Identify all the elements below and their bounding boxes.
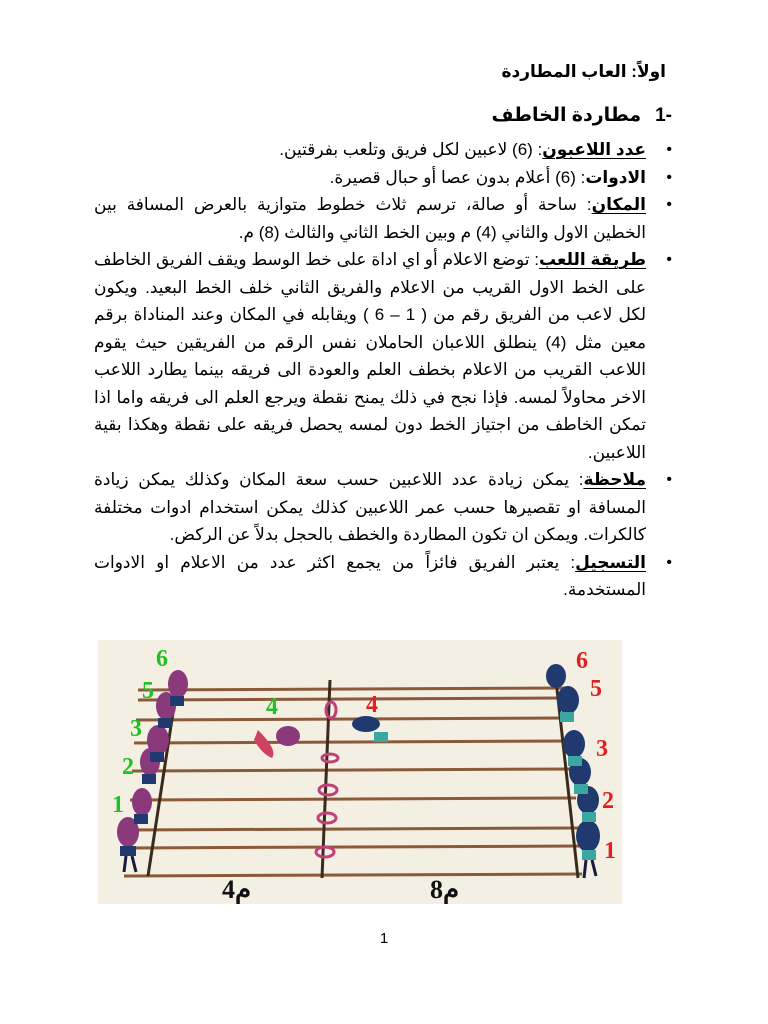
left-number-3: 3 (130, 716, 142, 742)
list-item (94, 246, 646, 466)
item-text: : (6) لاعبين لكل فريق وتلعب بفرقتين. (279, 140, 543, 159)
item-text: : (6) أعلام بدون عصا أو حبال قصيرة. (329, 167, 586, 187)
left-number-5: 5 (142, 678, 154, 704)
distance-label-4m: 4م (222, 875, 252, 904)
item-label: طريقة اللعب (538, 250, 647, 269)
item-text: : ساحة أو صالة، ترسم ثلاث خطوط متوازية بالعرض المسافة بين الخطين الاول والثاني (4) م وبين الخط الثاني والثالث (8) م. (94, 195, 646, 242)
list-item (94, 136, 646, 164)
right-number-6: 6 (576, 648, 588, 674)
right-number-5: 5 (590, 676, 602, 702)
left-number-4: 4 (266, 694, 278, 720)
right-number-4: 4 (366, 692, 378, 718)
right-number-3: 3 (596, 736, 608, 762)
section-title: مطاردة الخاطف (491, 105, 642, 126)
list-item (94, 466, 646, 549)
distance-label-8m: 8م (430, 875, 460, 904)
item-label: المكان (591, 195, 646, 214)
list-item (94, 549, 646, 604)
rules-list (94, 136, 672, 604)
list-item (94, 164, 646, 192)
item-label: التسجيل (575, 552, 646, 572)
left-number-1: 1 (112, 792, 124, 818)
section-heading (492, 104, 673, 127)
item-label: الادوات (585, 167, 646, 187)
page-title: اولاً: العاب المطاردة (501, 62, 666, 81)
page-number: 1 (379, 930, 389, 947)
left-number-2: 2 (122, 754, 134, 780)
right-number-1: 1 (604, 838, 616, 864)
item-label: عدد اللاعبون (542, 140, 646, 159)
game-field-illustration (98, 640, 622, 904)
item-text: : توضع الاعلام أو اي اداة على خط الوسط ويقف الفريق الخاطف على الخط الاول القريب من الاعلام والفريق الثاني خلف الخط البعيد. ويكون لكل لاعب من الفريق رقم من ( 1 – 6 ) ويقابله في المكان وعند المناداة برقم معين مثل (4) ينطلق اللاعبان الحاملان نفس الرقم من الفريقين حيث يقوم اللاعب القريب من الاعلام بخطف العلم والعودة الى فريقه بينما يطارد اللاعب الاخر محاولاً لمسه. فإذا نجح في ذلك يمنح نقطة ويرجع العلم الى فريقه واما اذا تمكن الخاطف من اجتياز الخط دون لمسه يحصل فريقه على نقطة وهكذا بقية اللاعبين. (94, 250, 646, 462)
section-number: -1 (655, 105, 672, 126)
item-text: : يعتبر الفريق فائزاً من يجمع اكثر عدد من الاعلام او الادوات المستخدمة. (94, 552, 646, 599)
item-label: ملاحظة (583, 470, 646, 489)
left-number-6: 6 (156, 646, 168, 672)
right-number-2: 2 (602, 788, 614, 814)
item-text: : يمكن زيادة عدد اللاعبين حسب سعة المكان وكذلك يمكن زيادة المسافة او تقصيرها حسب عمر اللاعبين كذلك يمكن استخدام ادوات مختلفة كالكرات. ويمكن ان تكون المطاردة والخطف بالحجل بدلاً عن الركض. (94, 470, 646, 544)
list-item (94, 191, 646, 246)
